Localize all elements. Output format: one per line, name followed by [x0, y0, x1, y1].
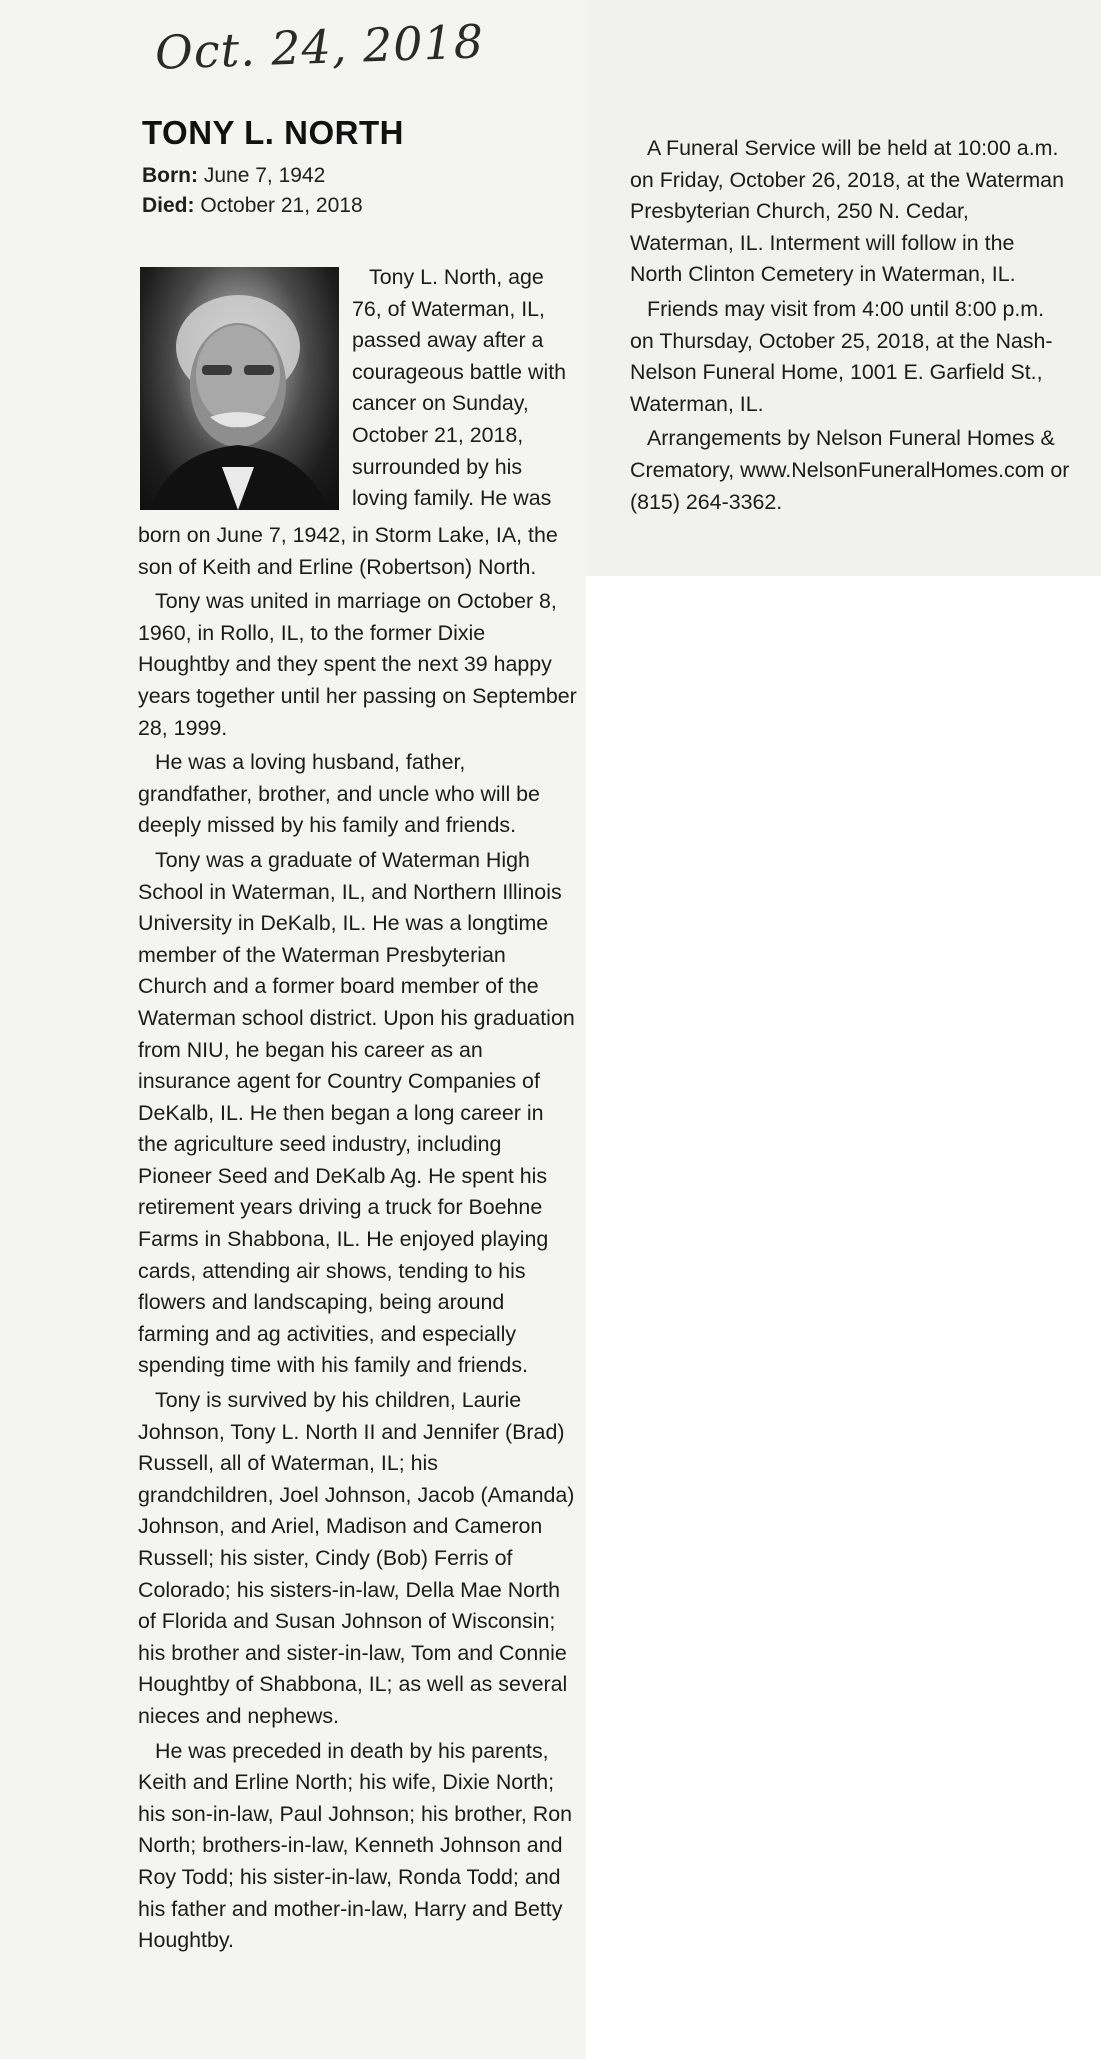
born-date: June 7, 1942 [203, 164, 326, 187]
body-paragraph: He was a loving husband, father, grandfather, brother, and uncle who will be deeply missed by his family and friends. [138, 750, 540, 838]
visitation-paragraph: Friends may visit from 4:00 until 8:00 p.m. on Thursday, October 25, 2018, at the Nash-Nelson Funeral Home, 1001 E. Garfield St., Waterman, IL. [630, 296, 1053, 416]
body-paragraph: He was preceded in death by his parents, Keith and Erline North; his wife, Dixie North; his son-in-law, Paul Johnson; his brother, Ron North; brothers-in-law, Kenneth Johnson and Roy Todd; his sister-in-law, Ronda Todd; and his father and mother-in-law, Harry and Betty Houghtby. [138, 1738, 572, 1953]
handwritten-date: Oct. 24, 2018 [154, 14, 485, 80]
intro-paragraph: Tony L. North, age 76, of Waterman, IL, passed away after a courageous battle with cancer on Sunday, October 21, 2018, surrounded by his loving family. He was [352, 265, 567, 511]
died-date: October 21, 2018 [200, 194, 363, 217]
portrait-illustration [140, 267, 339, 510]
portrait-photo [140, 267, 339, 510]
died-line [142, 194, 363, 218]
arrangements-paragraph: Arrangements by Nelson Funeral Homes & Crematory, www.NelsonFuneralHomes.com or (815) 264-3362. [630, 426, 1070, 514]
intro-continuation: born on June 7, 1942, in Storm Lake, IA, the son of Keith and Erline (Robertson) North. [138, 523, 558, 579]
died-label: Died: [142, 194, 195, 217]
body-paragraph: Tony is survived by his children, Laurie Johnson, Tony L. North II and Jennifer (Brad) Russell, all of Waterman, IL; his grandchildren, Joel Johnson, Jacob (Amanda) Johnson, and Ariel, Madison and Cameron Russell; his sister, Cindy (Bob) Ferris of Colorado; his sisters-in-law, Della Mae North of Florida and Susan Johnson of Wisconsin; his brother and sister-in-law, Tom and Connie Houghtby of Shabbona, IL; as well as several nieces and nephews. [138, 1388, 575, 1728]
body-paragraph: Tony was united in marriage on October 8, 1960, in Rollo, IL, to the former Dixie Houghtby and they spent the next 39 happy years together until her passing on September 28, 1999. [138, 589, 577, 740]
born-line [142, 164, 325, 188]
funeral-service-paragraph: A Funeral Service will be held at 10:00 a.m. on Friday, October 26, 2018, at the Waterman Presbyterian Church, 250 N. Cedar, Waterman, IL. Interment will follow in the North Clinton Cemetery in Waterman, IL. [630, 136, 1064, 287]
obituary-intro-wrap [352, 262, 578, 518]
service-details [630, 133, 1070, 521]
obituary-name: TONY L. NORTH [142, 114, 404, 151]
obituary-body [138, 520, 578, 1960]
body-paragraph: Tony was a graduate of Waterman High School in Waterman, IL, and Northern Illinois University in DeKalb, IL. He was a longtime member of the Waterman Presbyterian Church and a former board member of the Waterman school district. Upon his graduation from NIU, he began his career as an insurance agent for Country Companies of DeKalb, IL. He then began a long career in the agriculture seed industry, including Pioneer Seed and DeKalb Ag. He spent his retirement years driving a truck for Boehne Farms in Shabbona, IL. He enjoyed playing cards, attending air shows, tending to his flowers and landscaping, being around farming and ag activities, and especially spending time with his family and friends. [138, 847, 575, 1378]
born-label: Born: [142, 164, 198, 187]
